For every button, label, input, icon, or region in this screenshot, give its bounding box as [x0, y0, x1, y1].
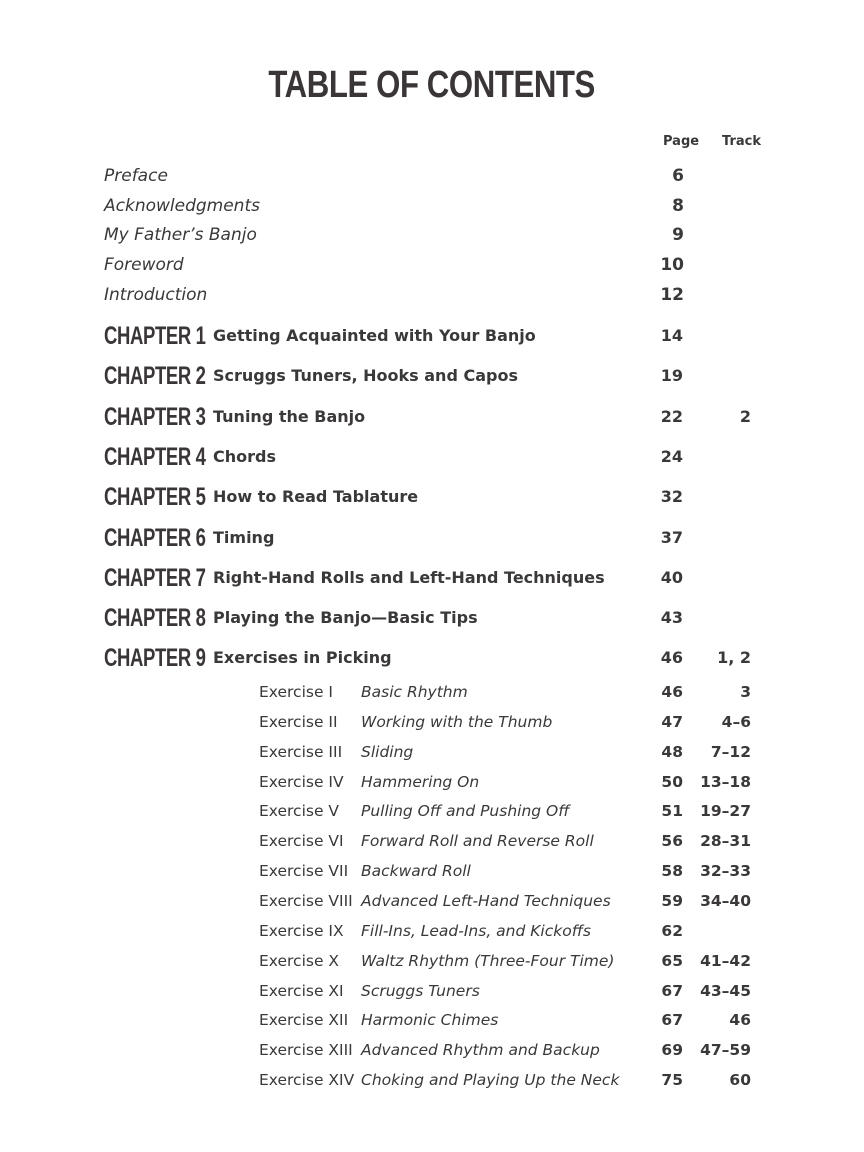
column-header-page: Page: [663, 134, 700, 149]
entry-page: 40: [660, 567, 683, 587]
entry-track: 3: [740, 683, 751, 701]
entry-title: Timing: [213, 527, 275, 547]
toc-entry-exercise[interactable]: [361, 1071, 683, 1093]
entry-title: Exercises in Picking: [213, 648, 392, 668]
chapter-label: CHAPTER 7: [104, 563, 206, 592]
entry-title: Foreword: [104, 255, 184, 276]
exercise-label: Exercise XII: [259, 1011, 349, 1030]
entry-page: 50: [661, 772, 683, 791]
page-title: TABLE OF CONTENTS: [268, 64, 595, 106]
toc-entry-exercise[interactable]: [361, 952, 683, 974]
exercise-label: Exercise XI: [259, 981, 344, 1000]
toc-entry-chapter[interactable]: [213, 648, 683, 672]
toc-entry-exercise[interactable]: [361, 1011, 683, 1033]
chapter-label: CHAPTER 6: [104, 523, 206, 552]
chapter-label: CHAPTER 8: [104, 604, 206, 633]
entry-track: 34–40: [700, 891, 751, 910]
exercise-label: Exercise VIII: [259, 891, 353, 910]
entry-page: 12: [660, 284, 684, 305]
entry-track: 41–42: [700, 951, 751, 970]
entry-title: Pulling Off and Pushing Off: [361, 802, 570, 821]
entry-title: Chords: [213, 446, 276, 466]
entry-track: 2: [739, 406, 751, 426]
entry-title: Right-Hand Rolls and Left-Hand Techniques: [213, 567, 605, 587]
chapter-label: CHAPTER 4: [104, 442, 206, 471]
toc-entry-exercise[interactable]: [361, 683, 683, 705]
exercise-label: Exercise II: [259, 712, 338, 731]
entry-page: 37: [660, 527, 683, 547]
exercise-label: Exercise VI: [259, 832, 344, 851]
chapter-label: CHAPTER 5: [104, 483, 206, 512]
entry-track: 32–33: [700, 862, 751, 881]
exercise-label: Exercise IX: [259, 921, 344, 940]
toc-entry-front-matter[interactable]: [104, 166, 684, 190]
entry-title: Preface: [104, 166, 168, 186]
entry-title: Advanced Rhythm and Backup: [361, 1041, 600, 1060]
entry-track: 7–12: [710, 742, 751, 761]
entry-title: Waltz Rhythm (Three-Four Time): [361, 951, 615, 970]
entry-title: Acknowledgments: [104, 195, 260, 216]
toc-entry-front-matter[interactable]: [104, 255, 684, 279]
entry-track: 43–45: [700, 981, 751, 1000]
toc-entry-exercise[interactable]: [361, 922, 683, 944]
toc-entry-chapter[interactable]: [213, 528, 683, 552]
toc-entry-exercise[interactable]: [361, 1041, 683, 1063]
chapter-label: CHAPTER 9: [104, 644, 206, 673]
entry-page: 8: [672, 195, 684, 216]
chapter-label: CHAPTER 1: [104, 322, 206, 350]
entry-page: 48: [661, 742, 683, 761]
entry-track: 60: [729, 1071, 751, 1090]
entry-page: 22: [660, 406, 683, 426]
entry-title: My Father’s Banjo: [104, 225, 257, 246]
entry-title: Sliding: [361, 742, 414, 761]
entry-title: Advanced Left-Hand Techniques: [361, 891, 611, 910]
toc-entry-exercise[interactable]: [361, 862, 683, 884]
entry-title: Hammering On: [361, 772, 480, 791]
entry-page: 46: [661, 683, 683, 701]
entry-title: Fill-Ins, Lead-Ins, and Kickoffs: [361, 921, 591, 940]
toc-entry-exercise[interactable]: [361, 832, 683, 854]
exercise-label: Exercise X: [259, 951, 340, 970]
entry-page: 19: [660, 366, 683, 386]
entry-track: 4–6: [721, 712, 751, 731]
exercise-label: Exercise IV: [259, 772, 344, 791]
entry-page: 43: [660, 608, 683, 628]
entry-title: Getting Acquainted with Your Banjo: [213, 326, 536, 345]
entry-title: Basic Rhythm: [361, 683, 468, 701]
entry-title: Tuning the Banjo: [213, 406, 366, 426]
entry-page: 67: [661, 1011, 683, 1030]
exercise-label: Exercise I: [259, 683, 333, 701]
entry-page: 75: [661, 1071, 683, 1090]
toc-entry-exercise[interactable]: [361, 802, 683, 824]
entry-page: 69: [661, 1041, 683, 1060]
entry-track: 47–59: [700, 1041, 751, 1060]
exercise-label: Exercise VII: [259, 862, 349, 881]
exercise-label: Exercise XIV: [259, 1071, 355, 1090]
entry-title: Choking and Playing Up the Neck: [361, 1071, 620, 1090]
toc-entry-chapter[interactable]: [213, 568, 683, 592]
entry-title: Introduction: [104, 284, 208, 305]
toc-entry-chapter[interactable]: [213, 326, 683, 350]
exercise-label: Exercise III: [259, 742, 343, 761]
entry-page: 58: [661, 862, 683, 881]
toc-entry-exercise[interactable]: [361, 713, 683, 735]
toc-entry-chapter[interactable]: [213, 608, 683, 632]
toc-entry-front-matter[interactable]: [104, 225, 684, 249]
entry-title: Playing the Banjo—Basic Tips: [213, 608, 478, 628]
entry-page: 67: [661, 981, 683, 1000]
toc-entry-exercise[interactable]: [361, 773, 683, 795]
entry-page: 6: [672, 166, 684, 186]
entry-title: Scruggs Tuners, Hooks and Capos: [213, 366, 518, 386]
entry-page: 47: [661, 712, 683, 731]
entry-track: 46: [729, 1011, 751, 1030]
chapter-label: CHAPTER 2: [104, 362, 206, 391]
entry-page: 32: [660, 487, 683, 507]
entry-title: Forward Roll and Reverse Roll: [361, 832, 594, 851]
column-header-track: Track: [722, 134, 761, 149]
entry-track: 19–27: [700, 802, 751, 821]
entry-title: Scruggs Tuners: [361, 981, 480, 1000]
chapter-label: CHAPTER 3: [104, 402, 206, 431]
entry-page: 65: [661, 951, 683, 970]
entry-page: 24: [660, 446, 683, 466]
toc-entry-front-matter[interactable]: [104, 196, 684, 220]
toc-entry-exercise[interactable]: [361, 982, 683, 1004]
toc-entry-front-matter[interactable]: [104, 285, 684, 309]
entry-page: 62: [661, 921, 683, 940]
toc-entry-chapter[interactable]: [213, 447, 683, 471]
entry-page: 9: [672, 225, 684, 246]
exercise-label: Exercise V: [259, 802, 340, 821]
entry-track: 13–18: [700, 772, 751, 791]
entry-title: Backward Roll: [361, 862, 471, 881]
entry-title: Working with the Thumb: [361, 712, 553, 731]
entry-page: 56: [661, 832, 683, 851]
entry-title: How to Read Tablature: [213, 487, 419, 507]
toc-entry-chapter[interactable]: [213, 487, 683, 511]
entry-page: 14: [660, 326, 683, 345]
toc-entry-chapter[interactable]: [213, 407, 683, 431]
toc-entry-chapter[interactable]: [213, 366, 683, 390]
entry-page: 51: [661, 802, 683, 821]
toc-entry-exercise[interactable]: [361, 743, 683, 765]
entry-page: 46: [660, 648, 683, 668]
entry-track: 28–31: [700, 832, 751, 851]
entry-title: Harmonic Chimes: [361, 1011, 499, 1030]
entry-track: 1, 2: [717, 648, 751, 668]
exercise-label: Exercise XIII: [259, 1041, 353, 1060]
entry-page: 59: [661, 891, 683, 910]
entry-page: 10: [660, 255, 684, 276]
toc-entry-exercise[interactable]: [361, 892, 683, 914]
